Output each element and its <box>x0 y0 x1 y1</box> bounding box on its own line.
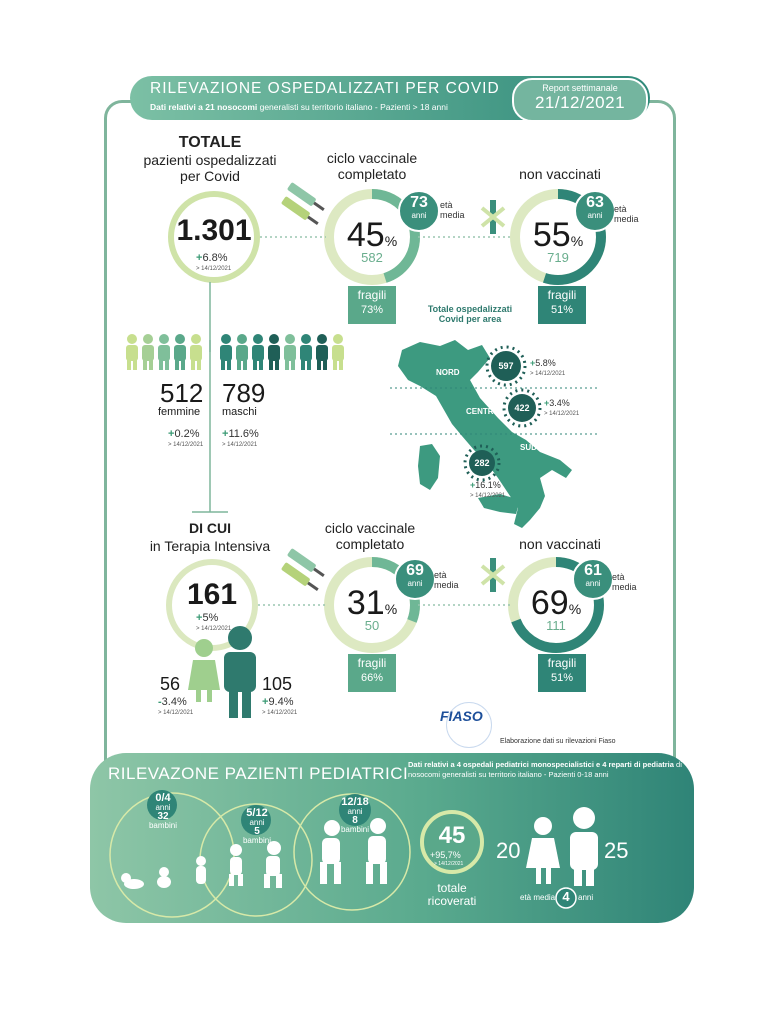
pediatric-maschi: 25 <box>604 838 629 863</box>
ti-femmine-date: > 14/12/2021 <box>158 710 194 716</box>
ti-femmine-value: 56 <box>160 674 181 694</box>
non-vaccinati-fragili: fragili 51% <box>538 286 586 324</box>
totale-value: 1.301 <box>176 214 252 247</box>
area-sud-label: SUD <box>520 443 537 452</box>
non-vaccinati-eta-badge: 63 anni <box>574 190 616 232</box>
ti-delta: +5% <box>196 612 219 624</box>
ti-caption: in Terapia Intensiva <box>149 538 271 554</box>
totale-caption-1: pazienti ospedalizzati <box>143 152 277 168</box>
vaccinati-eta-badge: 73 anni <box>398 190 440 232</box>
femmine-label: femmine <box>158 406 201 418</box>
ti-vaccinati-eta-label: età media <box>434 570 459 590</box>
male-figure-icon <box>570 807 598 886</box>
vaccinati-eta-label: età media <box>440 200 465 220</box>
ti-date: > 14/12/2021 <box>196 626 232 632</box>
pediatric-femmine: 20 <box>496 838 521 863</box>
femmine-delta: +0.2% <box>168 428 200 440</box>
totale-caption-2: per Covid <box>180 168 240 184</box>
ti-vaccinati-eta-badge: 69 anni <box>394 558 436 600</box>
source-note: Elaborazione dati su rilevazioni Fiaso <box>500 738 616 745</box>
ti-vaccinati-fragili: fragili 66% <box>348 654 396 692</box>
ti-heading: DI CUI <box>189 520 231 536</box>
ti-non-vaccinati-eta-label: età media <box>612 572 637 592</box>
area-centro-date: > 14/12/2021 <box>544 411 580 417</box>
area-centro-value: 422 <box>514 403 530 413</box>
totale-date: > 14/12/2021 <box>196 266 232 272</box>
ti-vaccinati-label-1: ciclo vaccinale <box>324 520 416 536</box>
non-vaccinati-eta-label: età media <box>614 204 639 224</box>
ti-non-vaccinati-eta-badge: 61 anni <box>572 558 614 600</box>
pediatric-total-date: > 14/12/2021 <box>434 861 464 867</box>
pediatric-eta-unit: anni <box>578 893 594 902</box>
baby-icon <box>121 856 206 889</box>
report-label: Report settimanale <box>542 83 618 93</box>
non-vaccinati-label: non vaccinati <box>519 166 601 182</box>
area-centro-label: CENTRO <box>466 407 500 416</box>
area-sud-value: 282 <box>474 458 490 468</box>
ti-femmine-delta: -3.4% <box>158 696 187 708</box>
vaccinati-fragili: fragili 73% <box>348 286 396 324</box>
age-group-label: 0/4 anni 32 bambini <box>148 792 177 830</box>
ti-value: 161 <box>186 578 238 611</box>
ti-maschi-value: 105 <box>262 674 293 694</box>
maschi-value: 789 <box>222 378 266 408</box>
area-centro-delta: +3.4% <box>544 398 570 408</box>
subtitle-bold: Dati relativi a 21 nosocomi <box>150 102 258 112</box>
vaccinati-count: 582 <box>361 250 383 265</box>
ti-maschi-delta: +9.4% <box>262 696 294 708</box>
vaccinati-label-2: completato <box>337 166 407 182</box>
area-nord-label: NORD <box>436 368 460 377</box>
femmine-date: > 14/12/2021 <box>168 442 204 448</box>
pediatric-total-delta: +95,7% <box>430 850 461 860</box>
report-date: 21/12/2021 <box>534 93 626 112</box>
maschi-label: maschi <box>222 406 257 418</box>
pediatric-total-label: totale ricoverati <box>427 881 477 908</box>
non-vaccinati-pct: 55% <box>532 216 584 254</box>
vaccinati-label-1: ciclo vaccinale <box>326 150 418 166</box>
child-icon <box>229 841 282 888</box>
ti-vaccinati-label-2: completato <box>335 536 405 552</box>
ti-maschi-date: > 14/12/2021 <box>262 710 298 716</box>
ti-non-vaccinati-count: 111 <box>546 618 566 633</box>
ti-non-vaccinati-pct: 69% <box>530 584 582 622</box>
female-figure-icon <box>526 817 560 884</box>
area-sud-delta: +16.1% <box>470 480 501 490</box>
area-nord-delta: +5.8% <box>530 358 556 368</box>
ti-vaccinati-count: 50 <box>364 618 380 633</box>
fiaso-logo-text: FIASO <box>440 708 483 724</box>
area-title: Totale ospedalizzati Covid per area <box>427 304 513 324</box>
pediatric-total: 45 <box>438 822 466 849</box>
vaccinati-pct: 45% <box>346 216 398 254</box>
area-sud-date: > 14/12/2021 <box>470 493 506 499</box>
maschi-delta: +11.6% <box>222 428 259 440</box>
maschi-date: > 14/12/2021 <box>222 442 258 448</box>
totale-heading: TOTALE <box>178 134 242 151</box>
non-vaccinati-count: 719 <box>547 250 569 265</box>
page-title: RILEVAZIONE OSPEDALIZZATI PER COVID <box>150 80 500 97</box>
age-group-label: 5/12 anni 5 bambini <box>242 807 271 845</box>
pediatric-eta-label: età media <box>520 893 556 902</box>
area-nord-date: > 14/12/2021 <box>530 371 566 377</box>
ti-non-vaccinati-label: non vaccinati <box>519 536 601 552</box>
ti-non-vaccinati-fragili: fragili 51% <box>538 654 586 692</box>
ti-vaccinati-pct: 31% <box>346 584 398 622</box>
area-nord-value: 597 <box>498 361 514 371</box>
pediatric-subtitle: Dati relativi a 4 ospedali pediatrici monospecialistici e 4 reparti di pediatria di nosocomi generalisti su territorio italiano - Pazienti 0-18 anni <box>408 760 682 779</box>
totale-delta: +6.8% <box>196 252 228 264</box>
femmine-value: 512 <box>160 378 204 408</box>
age-group-label: 12/18 anni 8 bambini <box>340 796 369 834</box>
subtitle-rest: generalisti su territorio italiano - Pazienti > 18 anni <box>257 102 448 112</box>
pediatric-title: RILEVAZONE PAZIENTI PEDIATRICI <box>108 764 409 783</box>
pediatric-eta: 4 <box>562 889 570 904</box>
